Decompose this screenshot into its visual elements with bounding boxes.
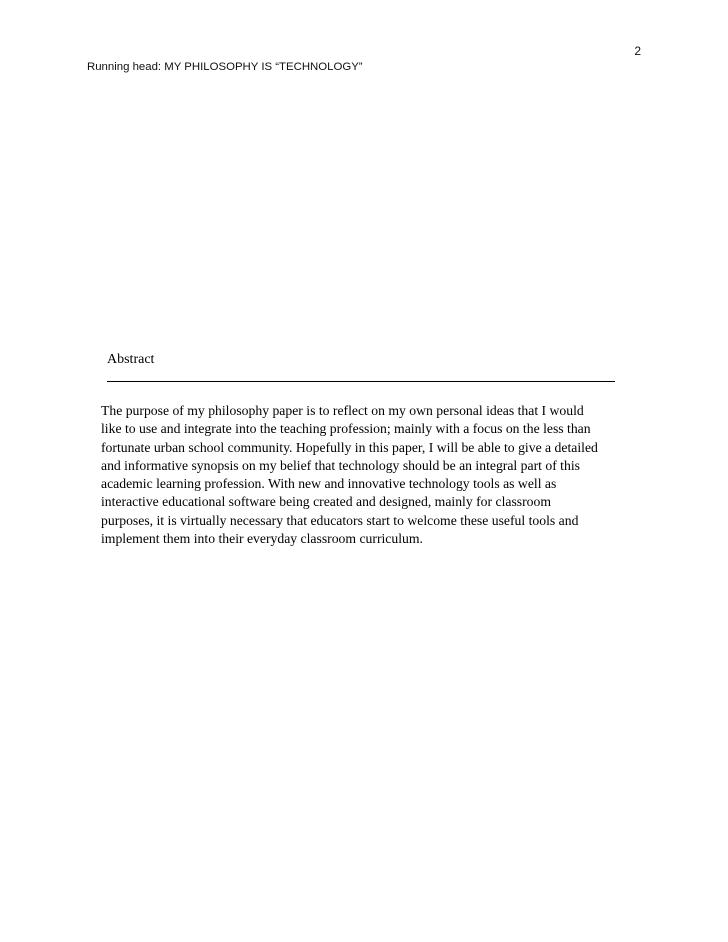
abstract-line: like to use and integrate into the teaching profession; mainly with a focus on the less than bbox=[101, 421, 591, 437]
abstract-line: The purpose of my philosophy paper is to reflect on my own personal ideas that I would bbox=[101, 403, 584, 418]
abstract-line: and informative synopsis on my belief that technology should be an integral part of this bbox=[101, 457, 580, 473]
page-number: 2 bbox=[634, 44, 641, 58]
abstract-line: academic learning profession. With new and innovative technology tools as well as bbox=[101, 476, 557, 492]
abstract-line: interactive educational software being created and designed, mainly for classroom bbox=[101, 494, 551, 510]
running-head: Running head: MY PHILOSOPHY IS “TECHNOLOGY” bbox=[87, 61, 363, 73]
abstract-divider bbox=[107, 381, 615, 382]
abstract-heading: Abstract bbox=[107, 352, 155, 367]
abstract-line: implement them into their everyday classroom curriculum. bbox=[101, 531, 423, 547]
abstract-line: purposes, it is virtually necessary that educators start to welcome these useful tools and bbox=[101, 512, 579, 528]
abstract-line: fortunate urban school community. Hopefully in this paper, I will be able to give a detailed bbox=[101, 439, 598, 455]
abstract-paragraph bbox=[101, 402, 636, 548]
